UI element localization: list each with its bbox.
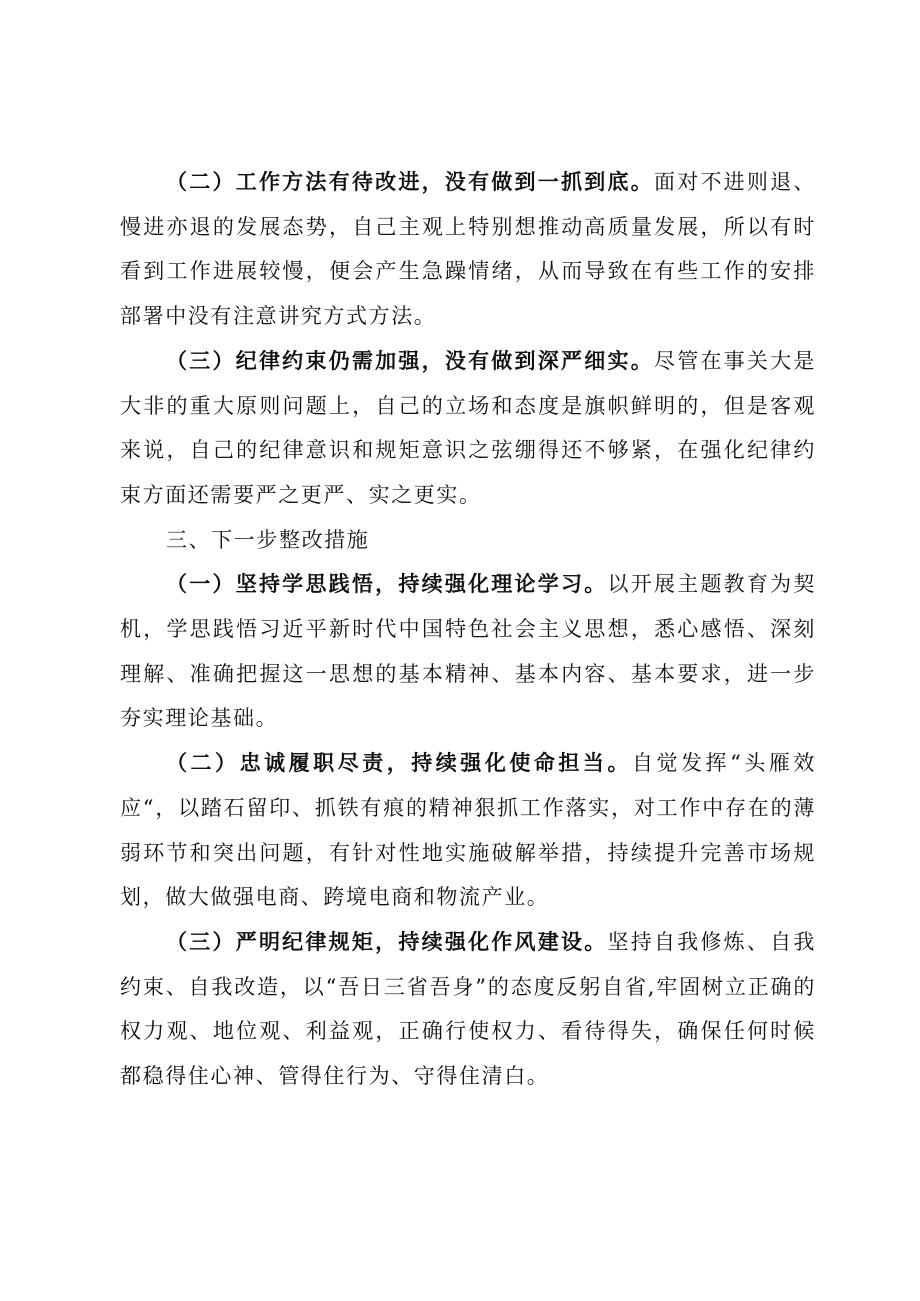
paragraph-body: 尽管在事关大是大非的重大原则问题上，自己的立场和态度是旗帜鲜明的，但是客观来说，自己的纪律意识和规矩意识之弦绷得还不够紧，在强化纪律约束方面还需要严之更严、实之更实。	[120, 348, 816, 507]
paragraph-discipline	[120, 339, 816, 518]
paragraph-lead: （二）工作方法有待改进，没有做到一抓到底。	[166, 169, 654, 194]
paragraph-work-method	[120, 160, 816, 339]
measure-body: 自觉发挥“头雁效应“，以踏石留印、抓铁有痕的精神狠抓工作落实，对工作中存在的薄弱环节和突出问题，有针对性地实施破解举措，持续提升完善市场规划，做大做强电商、跨境电商和物流产业。	[120, 751, 816, 910]
measure-duty	[120, 741, 816, 920]
measure-body: 坚持自我修炼、自我约束、自我改造，以“吾日三省吾身”的态度反躬自省,牢固树立正确的权力观、地位观、利益观，正确行使权力、看待得失，确保任何时候都稳得住心神、管得住行为、守得住清白。	[120, 929, 816, 1089]
measure-lead: （一）坚持学思践悟，持续强化理论学习。	[166, 571, 608, 597]
measure-discipline	[120, 920, 816, 1099]
paragraph-lead: （三）纪律约束仍需加强，没有做到深严细实。	[166, 347, 654, 373]
measure-body: 以开展主题教育为契机，学思践悟习近平新时代中国特色社会主义思想，悉心感悟、深刻理解、准确把握这一思想的基本精神、基本内容、基本要求，进一步夯实理论基础。	[120, 572, 816, 731]
measure-lead: （二）忠诚履职尽责，持续强化使命担当。	[166, 750, 632, 776]
paragraph-body: 面对不进则退、慢进亦退的发展态势，自己主观上特别想推动高质量发展，所以有时看到工作进展较慢，便会产生急躁情绪，从而导致在有些工作的安排部署中没有注意讲究方式方法。	[120, 170, 816, 329]
measure-lead: （三）严明纪律规矩，持续强化作风建设。	[166, 928, 608, 954]
measure-theory-study	[120, 562, 816, 741]
section-heading: 三、下一步整改措施	[166, 527, 370, 552]
